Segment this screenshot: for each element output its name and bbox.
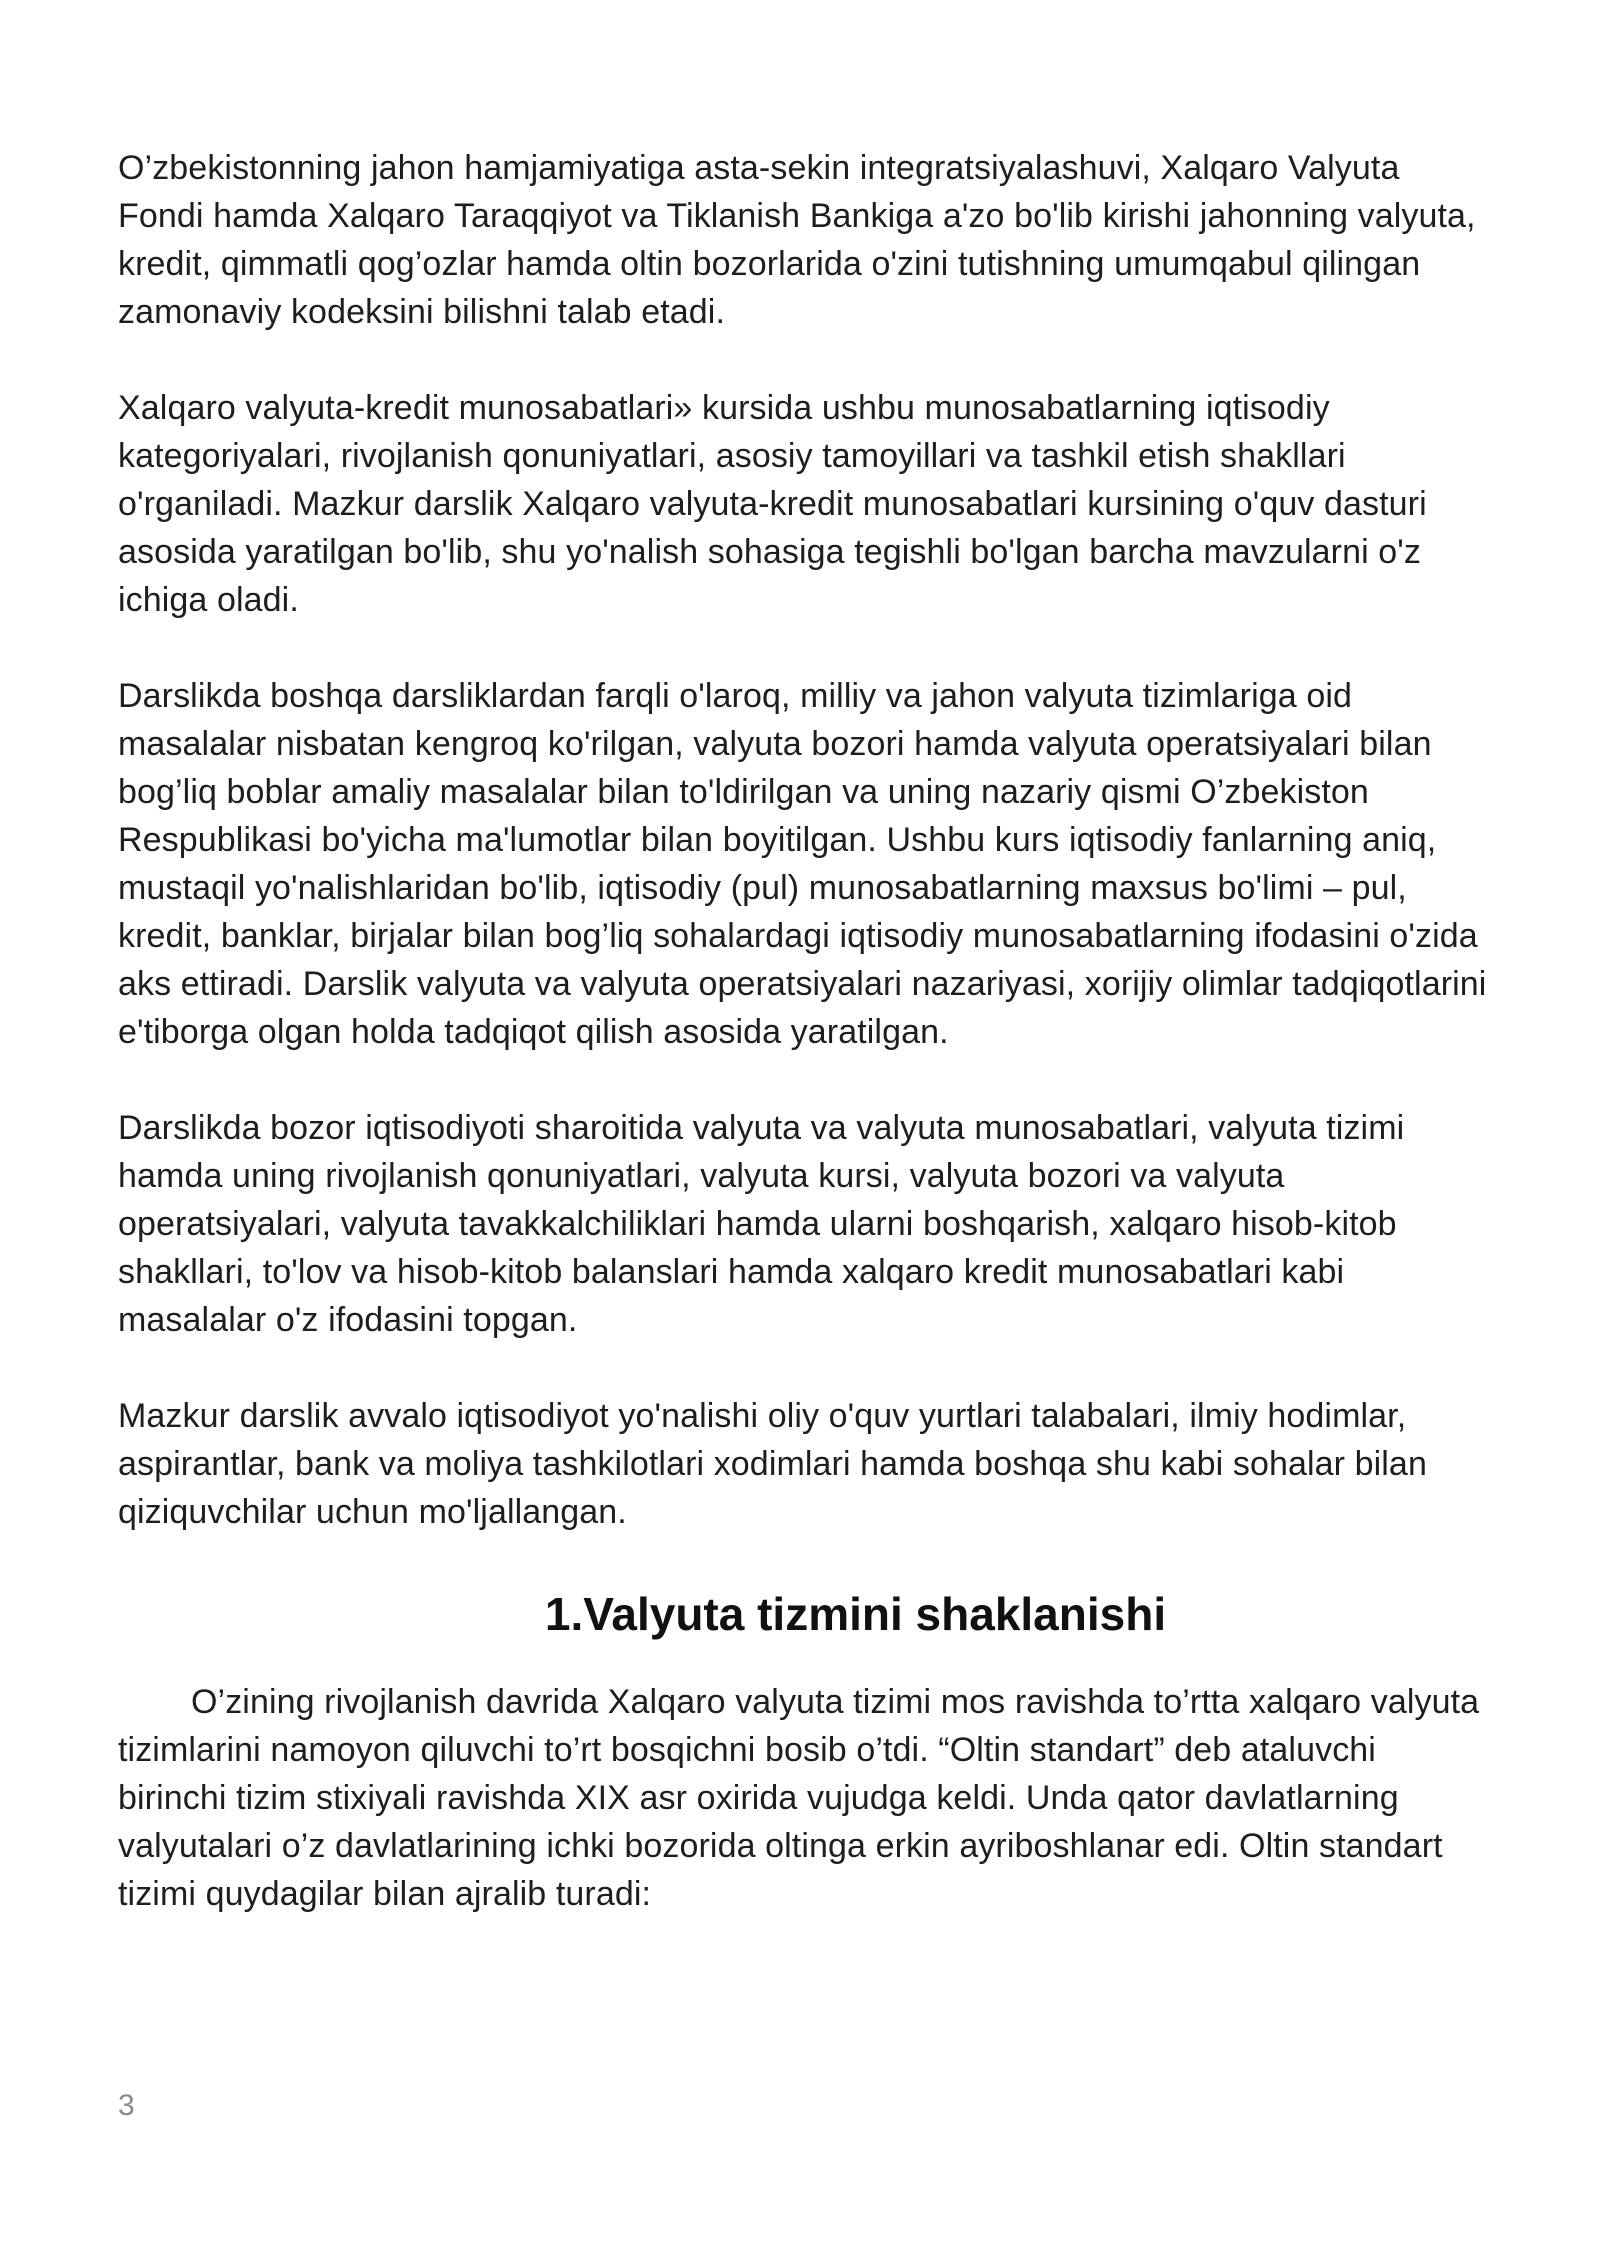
intro-paragraph-5: Mazkur darslik avvalo iqtisodiyot yo'nalishi oliy o'quv yurtlari talabalari, ilmiy hodimlar, aspirantlar, bank va moliya tashkilotlari xodimlari hamda boshqa shu kabi sohalar bilan qiziquvchilar uchun mo'ljallangan. xyxy=(118,1397,1427,1531)
section-paragraph: O’zining rivojlanish davrida Xalqaro valyuta tizimi mos ravishda to’rtta xalqaro valyuta tizimlarini namoyon qiluvchi to’rt bosqichni bosib o’tdi. “Oltin standart” deb ataluvchi birinchi tizim stixiyali ravishda XIX asr oxirida vujudga keldi. Unda qator davlatlarning valyutalari o’z davlatlarining ichki bozorida oltinga erkin ayriboshlanar edi. Oltin standart tizimi quydagilar bilan ajralib turadi: xyxy=(118,1683,1480,1913)
intro-paragraph-4: Darslikda bozor iqtisodiyoti sharoitida valyuta va valyuta munosabatlari, valyuta tizimi hamda uning rivojlanish qonuniyatlari, valyuta kursi, valyuta bozori va valyuta operatsiyalari, valyuta tavakkalchiliklari hamda ularni boshqarish, xalqaro hisob-kitob shakllari, to'lov va hisob-kitob balanslari hamda xalqaro kredit munosabatlari kabi masalalar o'z ifodasini topgan. xyxy=(118,1109,1405,1339)
document-page xyxy=(118,144,1493,1966)
page-number: 3 xyxy=(118,2089,135,2122)
section-heading: 1.Valyuta tizmini shaklanishi xyxy=(544,1588,1167,1640)
intro-paragraph-2: Xalqaro valyuta-kredit munosabatlari» kursida ushbu munosabatlarning iqtisodiy kategoriyalari, rivojlanish qonuniyatlari, asosiy tamoyillari va tashkil etish shakllari o'rganiladi. Mazkur darslik Xalqaro valyuta-kredit munosabatlari kursining o'quv dasturi asosida yaratilgan bo'lib, shu yo'nalish sohasiga tegishli bo'lgan barcha mavzularni o'z ichiga oladi. xyxy=(118,389,1427,619)
intro-paragraph-1: O’zbekistonning jahon hamjamiyatiga asta-sekin integratsiyalashuvi, Xalqaro Valyuta Fondi hamda Xalqaro Taraqqiyot va Tiklanish Bankiga a'zo bo'lib kirishi jahonning valyuta, kredit, qimmatli qog’ozlar hamda oltin bozorlarida o'zini tutishning umumqabul qilingan zamonaviy kodeksini bilishni talab etadi. xyxy=(118,149,1476,331)
intro-paragraph-3: Darslikda boshqa darsliklardan farqli o'laroq, milliy va jahon valyuta tizimlariga oid masalalar nisbatan kengroq ko'rilgan, valyuta bozori hamda valyuta operatsiyalari bilan bog’liq boblar amaliy masalalar bilan to'ldirilgan va uning nazariy qismi O’zbekiston Respublikasi bo'yicha ma'lumotlar bilan boyitilgan. Ushbu kurs iqtisodiy fanlarning aniq, mustaqil yo'nalishlaridan bo'lib, iqtisodiy (pul) munosabatlarning maxsus bo'limi – pul, kredit, banklar, birjalar bilan bog’liq sohalardagi iqtisodiy munosabatlarning ifodasini o'zida aks ettiradi. Darslik valyuta va valyuta operatsiyalari nazariyasi, xorijiy olimlar tadqiqotlarini e'tiborga olgan holda tadqiqot qilish asosida yaratilgan. xyxy=(118,677,1487,1051)
